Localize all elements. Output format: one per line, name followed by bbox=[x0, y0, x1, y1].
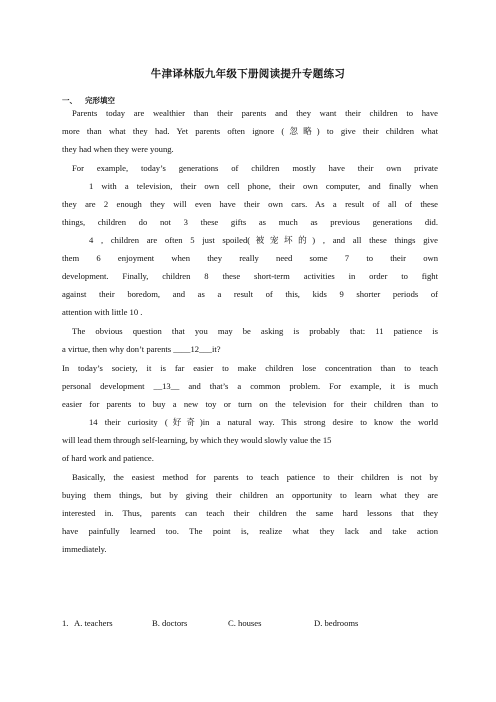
passage-line: personal development __13__ and that’s a common problem. For example, it is much bbox=[62, 381, 438, 391]
passage-line: Basically, the easiest method for parents to teach patience to their children is not by bbox=[72, 472, 438, 482]
passage-line: The obvious question that you may be asking is probably that: 11 patience is bbox=[72, 326, 438, 336]
passage-line: buying them things, but by giving their children an opportunity to learn what they are bbox=[62, 490, 438, 500]
passage-line: 14 their curiosity (好奇)in a natural way. This strong desire to know the world bbox=[89, 417, 438, 427]
passage-line: things, children do not 3 these gifts as much as previous generations did. bbox=[62, 217, 438, 227]
passage-line: they are 2 enough they will even have their own cars. As a result of all of these bbox=[62, 199, 438, 209]
passage-line: a virtue, then why don’t parents ____12___it? bbox=[62, 344, 221, 354]
passage-line: attention with little 10 . bbox=[62, 307, 143, 317]
question-number: 1. bbox=[62, 618, 69, 628]
option-a[interactable]: A. teachers bbox=[74, 618, 113, 628]
passage-line: easier for parents to buy a new toy or turn on the television for their children than to bbox=[62, 399, 438, 409]
section-heading bbox=[62, 95, 123, 106]
page-title: 牛津译林版九年级下册阅读提升专题练习 bbox=[150, 68, 346, 80]
passage-line: have painfully learned too. The point is, realize what they lack and take action bbox=[62, 526, 438, 536]
passage-line: 4 , children are often 5 just spoiled(被宠坏的) , and all these things give bbox=[89, 235, 438, 245]
passage-line: For example, today’s generations of children mostly have their own private bbox=[72, 163, 438, 173]
question-1 bbox=[62, 618, 358, 628]
passage-line: against their boredom, and as a result of this, kids 9 shorter periods of bbox=[62, 289, 438, 299]
passage-line: them 6 enjoyment when they really need some 7 to their own bbox=[62, 253, 438, 263]
passage-line: will lead them through self-learning, by which they would slowly value the 15 bbox=[62, 435, 332, 445]
passage-line: interested in. Thus, parents can teach their children the same hard lessons that they bbox=[62, 508, 438, 518]
passage-line: they had when they were young. bbox=[62, 144, 174, 154]
passage-line: more than what they had. Yet parents often ignore (忽略) to give their children what bbox=[62, 126, 438, 136]
option-d[interactable]: D. bedrooms bbox=[314, 618, 359, 628]
option-b[interactable]: B. doctors bbox=[152, 618, 188, 628]
passage-line: 1 with a television, their own cell phone, their own computer, and finally when bbox=[89, 181, 438, 191]
option-c[interactable]: C. houses bbox=[228, 618, 262, 628]
passage-line: of hard work and patience. bbox=[62, 453, 154, 463]
passage-line: Parents today are wealthier than their parents and they want their children to have bbox=[72, 108, 438, 118]
section-name: 完形填空 bbox=[85, 96, 115, 105]
passage-line: immediately. bbox=[62, 544, 107, 554]
passage-line: In today’s society, it is far easier to make children lose concentration than to teach bbox=[62, 363, 438, 373]
section-number: 一、 bbox=[62, 96, 77, 105]
passage-line: development. Finally, children 8 these short-term activities in order to fight bbox=[62, 271, 438, 281]
